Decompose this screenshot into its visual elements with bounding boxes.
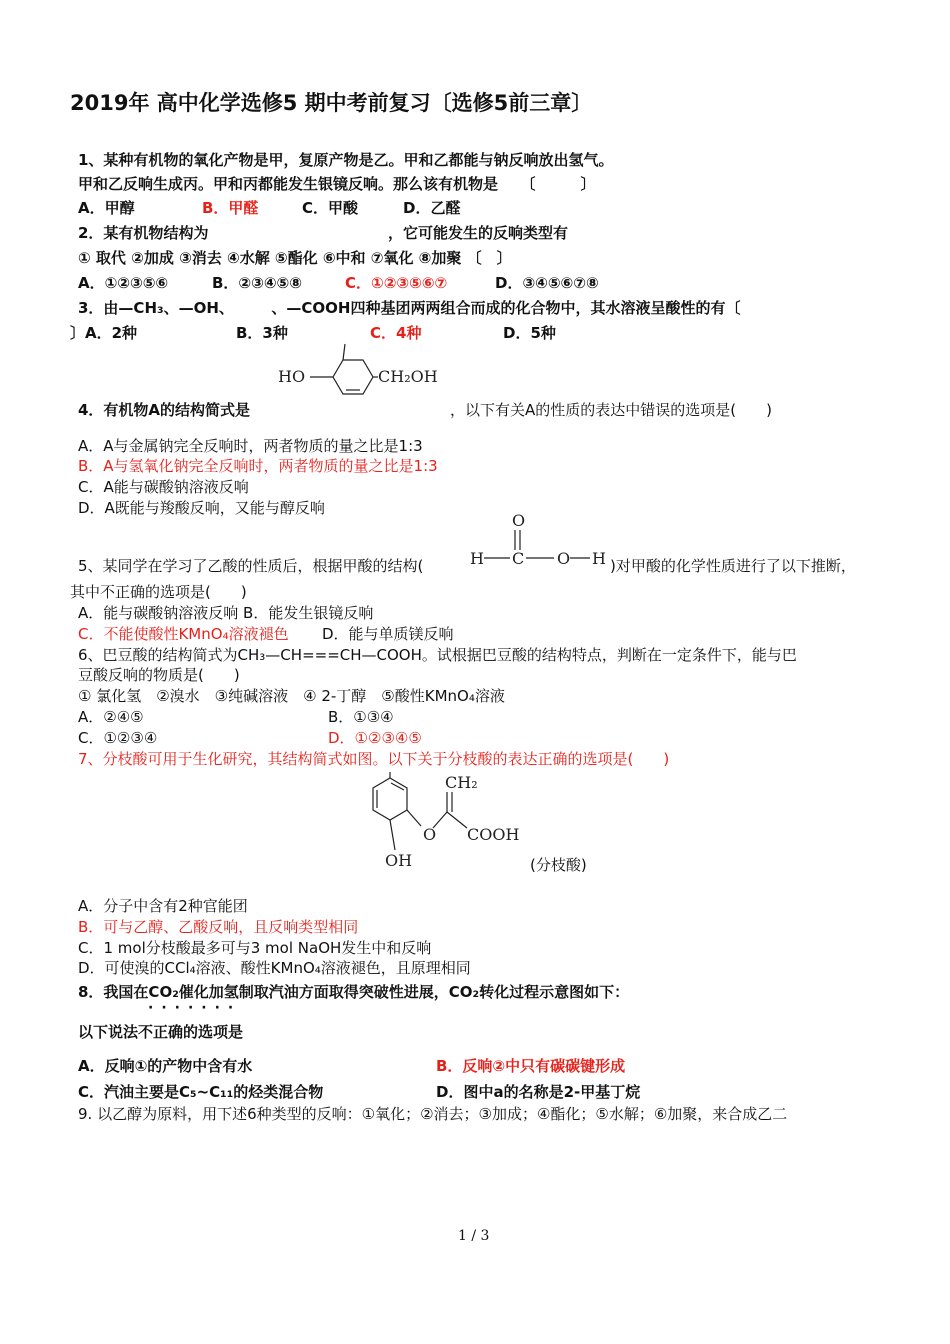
q5-formic-acid-structure	[462, 512, 612, 572]
q5-line2: 其中不正确的选项是( )	[70, 583, 247, 601]
q5-struct-atom-h-right: H	[592, 549, 606, 568]
q8-line2: 以下说法不正确的选项是	[78, 1023, 244, 1041]
q5-options-ab: A．能与碳酸钠溶液反响 B．能发生银镜反响	[78, 604, 374, 622]
q7-struct-cooh-label: COOH	[467, 825, 520, 844]
q4-option-c: C．A能与碳酸钠溶液反响	[78, 478, 249, 496]
q7-option-b: B．可与乙醇、乙酸反响，且反响类型相同	[78, 918, 359, 936]
q4-struct-ho-label: HO	[278, 367, 306, 386]
q1-option-a: A．甲醇	[78, 199, 135, 217]
q1-line1: 1、某种有机物的氧化产物是甲，复原产物是乙。甲和乙都能与钠反响放出氢气。	[78, 151, 614, 169]
q3-line1: 3．由—CH₃、—OH、 、—COOH四种基团两两组合而成的化合物中，其水溶液呈酸性的有〔	[78, 299, 741, 317]
q2-line1: 2．某有机物结构为	[78, 224, 209, 242]
q7-chorismic-acid-structure	[355, 768, 535, 873]
q6-option-b: B．①③④	[328, 708, 394, 726]
page-title: 2019年 高中化学选修5 期中考前复习〔选修5前三章〕	[70, 91, 593, 115]
q5-stem: 5、某同学在学习了乙酸的性质后，根据甲酸的结构(	[78, 557, 424, 575]
q4-struct-ch2oh-label: CH₂OH	[378, 367, 438, 386]
q2-line1-tail: ，它可能发生的反响类型有	[388, 224, 569, 242]
q5-struct-atom-o-top: O	[512, 512, 526, 530]
q7-stem: 7、分枝酸可用于生化研究，其结构简式如图。以下关于分枝酸的表达正确的选项是( )	[78, 750, 670, 768]
q5-struct-atom-h-left: H	[470, 549, 484, 568]
q8-option-b: B．反响②中只有碳碳键形成	[436, 1057, 626, 1075]
q7-caption: (分枝酸)	[530, 856, 587, 874]
q8-option-c: C．汽油主要是C₅~C₁₁的烃类混合物	[78, 1083, 324, 1101]
q8-option-d: D．图中a的名称是2-甲基丁烷	[436, 1083, 641, 1101]
q8-line1: 8．我国在CO₂催化加氢制取汽油方面取得突破性进展，CO₂转化过程示意图如下：	[78, 983, 630, 1001]
q4-option-b: B．A与氢氧化钠完全反响时，两者物质的量之比是1:3	[78, 457, 438, 475]
q4-stem: 4．有机物A的结构简式是	[78, 401, 251, 419]
q4-option-d: D．A既能与羧酸反响，又能与醇反响	[78, 499, 325, 517]
q7-struct-o-label: O	[423, 825, 437, 844]
q5-option-d: D．能与单质镁反响	[322, 625, 454, 643]
page-number: 1 / 3	[458, 1228, 490, 1244]
q1-option-c: C．甲酸	[302, 199, 359, 217]
q1-option-b: B．甲醛	[202, 199, 259, 217]
q2-option-b: B．②③④⑤⑧	[212, 274, 302, 292]
q4-structure-diagram	[270, 340, 450, 415]
q6-line2: 豆酸反响的物质是( )	[78, 666, 240, 684]
q5-struct-atom-c: C	[512, 549, 525, 568]
q9-line1: 9. 以乙醇为原料，用下述6种类型的反响：①氧化；②消去；③加成；④酯化；⑤水解；⑥加聚，来合成乙二	[78, 1105, 788, 1123]
q4-stem-tail: ，以下有关A的性质的表达中错误的选项是( )	[450, 401, 772, 419]
q8-option-a: A．反响①的产物中含有水	[78, 1057, 253, 1075]
q1-line2: 甲和乙反响生成丙。甲和丙都能发生银镜反响。那么该有机物是 〔 〕	[78, 175, 596, 193]
q3-option-b: B．3种	[236, 324, 288, 342]
q3-option-d: D．5种	[503, 324, 556, 342]
q2-option-d: D．③④⑤⑥⑦⑧	[495, 274, 599, 292]
q6-option-d: D．①②③④⑤	[328, 729, 422, 747]
q4-option-a: A．A与金属钠完全反响时，两者物质的量之比是1:3	[78, 437, 423, 455]
q5-struct-atom-o: O	[557, 549, 571, 568]
q7-struct-ch2-label: CH₂	[445, 773, 478, 792]
q2-option-c: C．①②③⑤⑥⑦	[345, 274, 448, 292]
q6-line1: 6、巴豆酸的结构简式为CH₃—CH===CH—COOH。试根据巴豆酸的结构特点，判断在一定条件下，能与巴	[78, 646, 797, 664]
q7-option-a: A．分子中含有2种官能团	[78, 897, 248, 915]
q6-reagents: ① 氯化氢 ②溴水 ③纯碱溶液 ④ 2-丁醇 ⑤酸性KMnO₄溶液	[78, 687, 505, 705]
q3-option-c: C．4种	[370, 324, 422, 342]
q8-emphasis-dots: ·······	[148, 1000, 242, 1016]
q6-option-a: A．②④⑤	[78, 708, 144, 726]
q2-reaction-types: ① 取代 ②加成 ③消去 ④水解 ⑤酯化 ⑥中和 ⑦氧化 ⑧加聚 〔 〕	[78, 249, 512, 267]
q3-line2: 〕A．2种	[70, 324, 138, 342]
q7-option-d: D．可使溴的CCl₄溶液、酸性KMnO₄溶液褪色，且原理相同	[78, 959, 471, 977]
q2-option-a: A．①②③⑤⑥	[78, 274, 169, 292]
q6-option-c: C．①②③④	[78, 729, 158, 747]
q7-struct-oh-label: OH	[385, 851, 413, 870]
q5-stem-tail: )对甲酸的化学性质进行了以下推断，	[610, 557, 856, 575]
q7-option-c: C．1 mol分枝酸最多可与3 mol NaOH发生中和反响	[78, 939, 432, 957]
q1-option-d: D．乙醛	[403, 199, 461, 217]
q5-option-c: C．不能使酸性KMnO₄溶液褪色	[78, 625, 289, 643]
